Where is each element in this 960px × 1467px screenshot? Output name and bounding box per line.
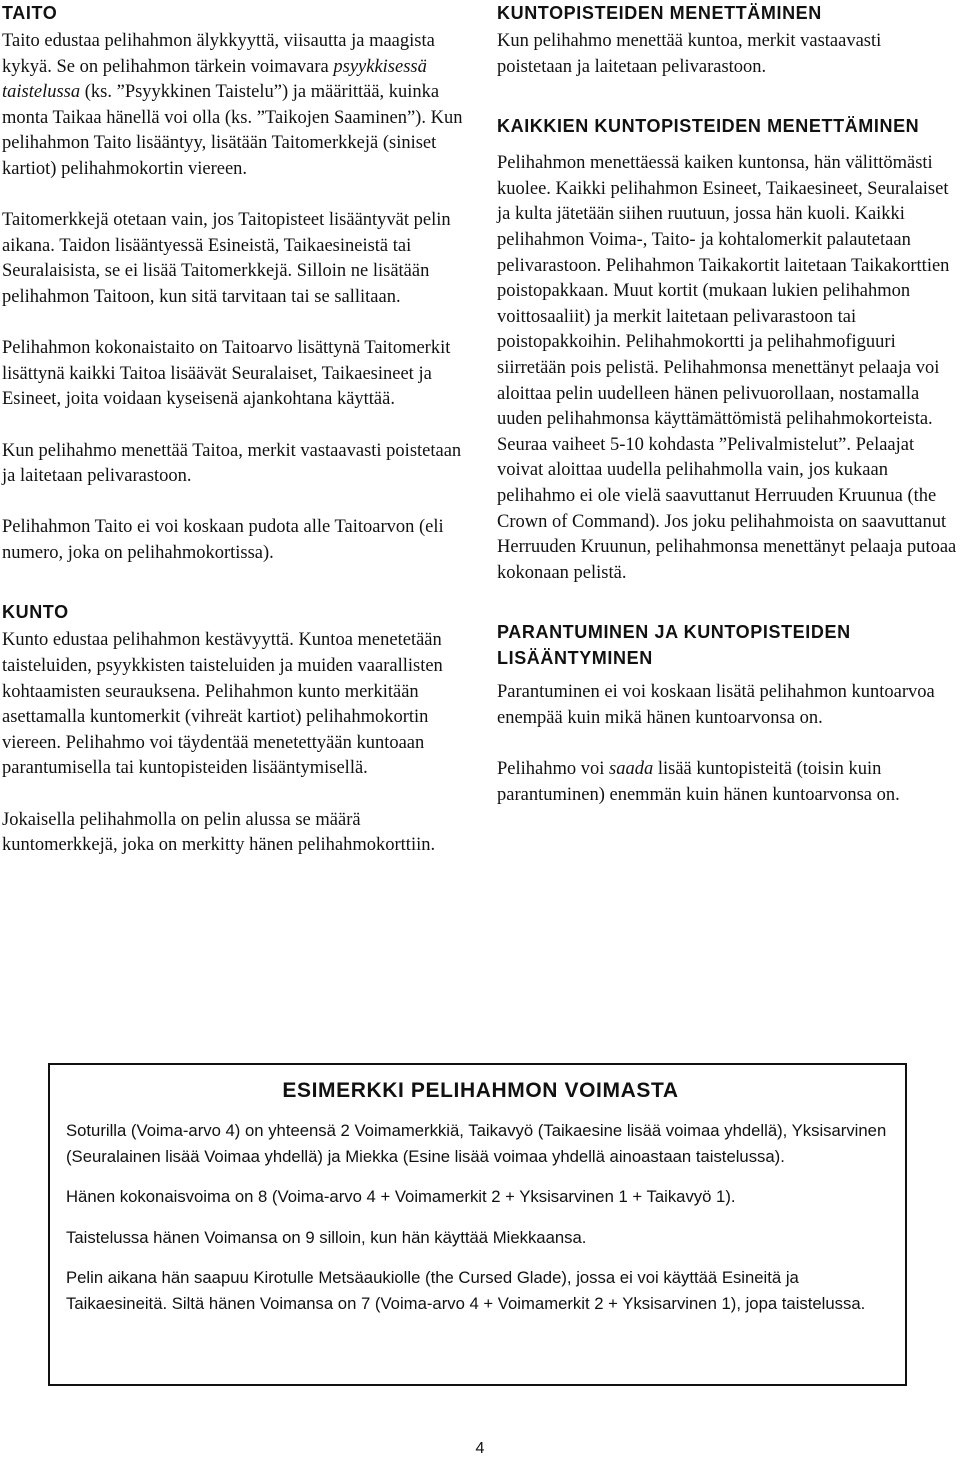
taito-paragraph-1-start: Taito edustaa pelihahmon älykkyyttä, viisautta ja maagista kykyä. Se on pelihahmon tärkein voimavara xyxy=(2,31,435,77)
all-kunto-loss-heading: KAIKKIEN KUNTOPISTEIDEN MENETTÄMINEN xyxy=(497,116,920,137)
right-column xyxy=(497,0,959,808)
left-column xyxy=(2,0,470,859)
example-paragraph-4: Pelin aikana hän saapuu Kirotulle Metsäaukiolle (the Cursed Glade), jossa ei voi käyttää Esineitä ja Taikaesineitä. Siltä hänen Voimansa on 7 (Voima-arvo 4 + Voimamerkit 2 + Yksisarvinen 1), jopa taistelussa. xyxy=(66,1268,866,1313)
kunto-loss-heading: KUNTOPISTEIDEN MENETTÄMINEN xyxy=(497,3,822,23)
taito-paragraph-1-emphasis: psyykkisessä taistelussa xyxy=(2,56,427,103)
taito-paragraph-1-end: (ks. ”Psyykkinen Taistelu”) ja määrittää, kuinka monta Taikaa hänellä voi olla (ks. ”Taikojen Saaminen”). Kun pelihahmon Taito lisääntyy, lisätään Taitomerkkejä (siniset kartiot) pelihahmokortin viereen. xyxy=(2,82,463,179)
taito-paragraph-5: Pelihahmon Taito ei voi koskaan pudota alle Taitoarvon (eli numero, joka on pelihahmokortissa). xyxy=(2,517,444,563)
healing-paragraph-2-emphasis: saada xyxy=(609,759,654,780)
all-kunto-loss-paragraph: Pelihahmon menettäessä kaiken kuntonsa, hän välittömästi kuolee. Kaikki pelihahmon Esineet, Taikaesineet, Seuralaiset ja kulta jätetään siihen ruutuun, jossa hän kuoli. Kaikki pelihahmon Voima-, Taito- ja kohtalomerkit palautetaan pelivarastoon. Pelihahmon Taikakortit laitetaan Taikakorttien poistopakkaan. Muut kortit (mukaan lukien pelihahmon voittosaaliit) ja merkit laitetaan pelivarastoon tai poistopakkoihin. Pelihahmokortti ja pelihahmofiguuri siirretään pois pelistä. Pelihahmonsa menettänyt pelaaja voi aloittaa pelin uudelleen hänen pelivuorollaan, nostamalla uuden pelihahmonsa käyttämättömistä pelihahmokorteista. Seuraa vaiheet 5-10 kohdasta ”Pelivalmistelut”. Pelaajat voivat aloittaa uudella pelihahmolla vain, jos kukaan pelihahmo ei ole vielä saavuttanut Herruuden Kruunua (the Crown of Command). Jos joku pelihahmoista on saavuttanut Herruuden Kruunun, pelihahmonsa menettänyt pelaaja putoaa kokonaan pelistä. xyxy=(497,153,957,583)
taito-paragraph-3: Pelihahmon kokonaistaito on Taitoarvo lisättynä Taitomerkit lisättynä kaikki Taitoa lisäävät Seuralaiset, Taikaesineet ja Esineet, joita voidaan kyseisenä ajankohtana käyttää. xyxy=(2,338,451,410)
example-paragraph-1: Soturilla (Voima-arvo 4) on yhteensä 2 Voimamerkkiä, Taikavyö (Taikaesine lisää voimaa yhdellä), Yksisarvinen (Seuralainen lisää Voimaa yhdellä) ja Miekka (Esine lisää voimaa yhdellä ainoastaan taistelussa). xyxy=(66,1121,887,1166)
example-paragraph-2: Hänen kokonaisvoima on 8 (Voima-arvo 4 + Voimamerkit 2 + Yksisarvinen 1 + Taikavyö 1). xyxy=(66,1187,736,1206)
taito-paragraph-2: Taitomerkkejä otetaan vain, jos Taitopisteet lisääntyvät pelin aikana. Taidon lisääntyessä Esineistä, Taikaesineistä tai Seuralaisista, se ei lisää Taitomerkkejä. Silloin ne lisätään pelihahmon Taitoon, kun sitä tarvitaan tai se sallitaan. xyxy=(2,210,451,307)
healing-paragraph-1: Parantuminen ei voi koskaan lisätä pelihahmon kuntoarvoa enempää kuin mikä hänen kuntoarvonsa on. xyxy=(497,682,935,728)
example-box xyxy=(48,1063,907,1386)
taito-paragraph-4: Kun pelihahmo menettää Taitoa, merkit vastaavasti poistetaan ja laitetaan pelivarastoon. xyxy=(2,440,462,487)
kunto-heading: KUNTO xyxy=(2,602,69,623)
healing-heading: PARANTUMINEN JA KUNTOPISTEIDEN LISÄÄNTYMINEN xyxy=(497,622,851,669)
healing-paragraph-2-start: Pelihahmo voi xyxy=(497,759,610,780)
page-number: 4 xyxy=(475,1440,485,1457)
taito-paragraph-1 xyxy=(2,29,470,183)
example-paragraph-3: Taistelussa hänen Voimansa on 9 silloin, kun hän käyttää Miekkaansa. xyxy=(66,1227,587,1247)
healing-paragraph-2 xyxy=(497,757,959,808)
taito-heading: TAITO xyxy=(2,3,58,23)
example-box-title: ESIMERKKI PELIHAHMON VOIMASTA xyxy=(282,1079,679,1102)
healing-paragraph-2-end: lisää kuntopisteitä (toisin kuin parantuminen) enemmän kuin hänen kuntoarvonsa on. xyxy=(497,759,900,805)
kunto-paragraph-2: Jokaisella pelihahmolla on pelin alussa se määrä kuntomerkkejä, joka on merkitty hänen pelihahmokorttiin. xyxy=(2,809,436,856)
kunto-loss-paragraph: Kun pelihahmo menettää kuntoa, merkit vastaavasti poistetaan ja laitetaan pelivarastoon. xyxy=(497,31,882,77)
kunto-paragraph-1: Kunto edustaa pelihahmon kestävyyttä. Kuntoa menetetään taisteluiden, psyykkisten taisteluiden ja muiden vaarallisten kohtaamisten seurauksena. Pelihahmon kunto merkitään asettamalla kuntomerkit (vihreät kartiot) pelihahmokortin viereen. Pelihahmo voi täydentää menetettyään kuntoaan parantumisella tai kuntopisteiden lisääntymisellä. xyxy=(2,630,443,779)
